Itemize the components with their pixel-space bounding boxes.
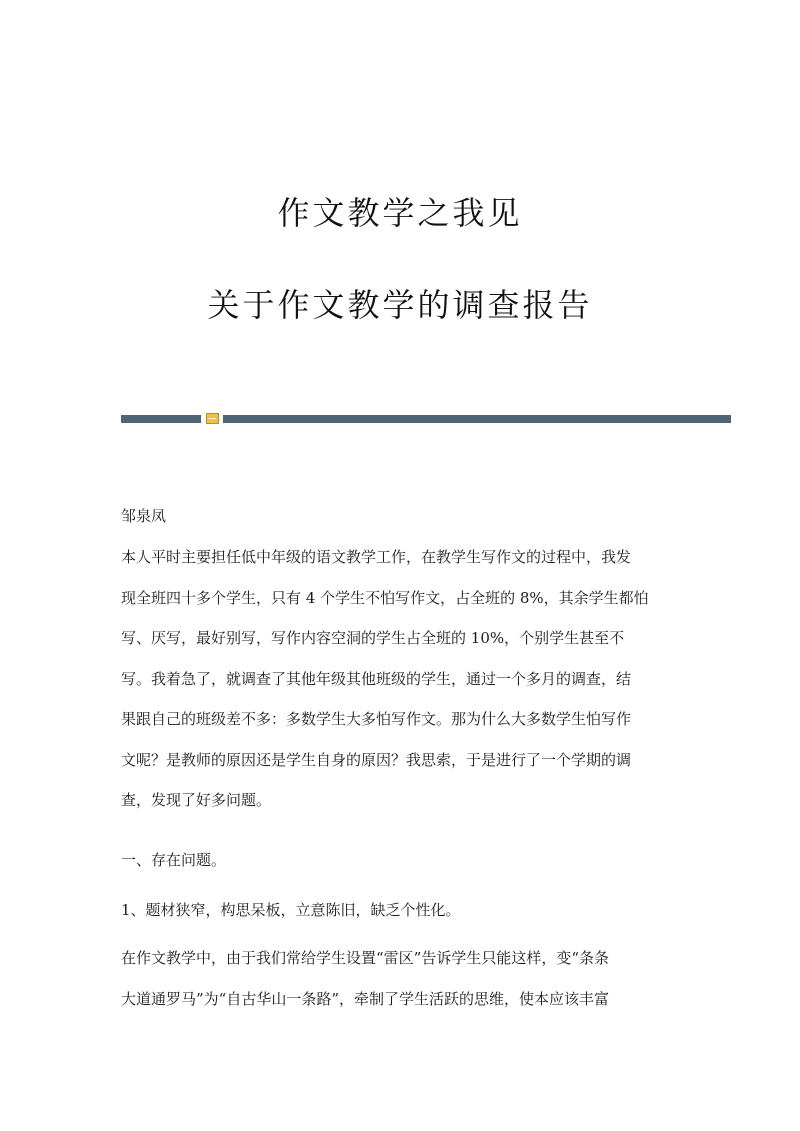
document-subtitle: 关于作文教学的调查报告 <box>207 286 593 324</box>
document-title: 作文教学之我见 <box>277 194 523 232</box>
paragraph-intro <box>121 537 681 821</box>
title-divider <box>121 415 731 423</box>
section-heading: 一、存在问题。 <box>121 851 227 869</box>
paragraph-line: 文呢？是教师的原因还是学生自身的原因？我思索，于是进行了一个学期的调 <box>121 750 632 769</box>
paragraph-line: 果跟自己的班级差不多：多数学生大多怕写作文。那为什么大多数学生怕写作 <box>121 710 632 728</box>
author-name: 邹泉凤 <box>121 507 167 525</box>
paragraph-line: 查，发现了好多问题。 <box>121 791 272 809</box>
divider-ornament-icon <box>206 413 219 424</box>
paragraph-line: 大道通罗马”为“自古华山一条路”，牵制了学生活跃的思维，使本应该丰富 <box>121 989 610 1008</box>
paragraph-problem <box>121 938 681 1019</box>
paragraph-line: 本人平时主要担任低中年级的语文教学工作，在教学生写作文的过程中，我发 <box>121 548 632 566</box>
paragraph-line: 写、厌写，最好别写，写作内容空洞的学生占全班的 10%，个别学生甚至不 <box>121 629 625 647</box>
divider-bar-right <box>223 415 731 423</box>
divider-bar-left <box>121 415 201 423</box>
paragraph-line: 写。我着急了，就调查了其他年级其他班级的学生，通过一个多月的调查，结 <box>121 669 632 688</box>
item-heading: 1、题材狭窄，构思呆板，立意陈旧，缺乏个性化。 <box>121 901 461 919</box>
paragraph-line: 在作文教学中，由于我们常给学生设置“雷区”告诉学生只能这样，变“条条 <box>121 949 610 967</box>
paragraph-line: 现全班四十多个学生，只有 4 个学生不怕写作文，占全班的 8%，其余学生都怕 <box>121 588 649 607</box>
